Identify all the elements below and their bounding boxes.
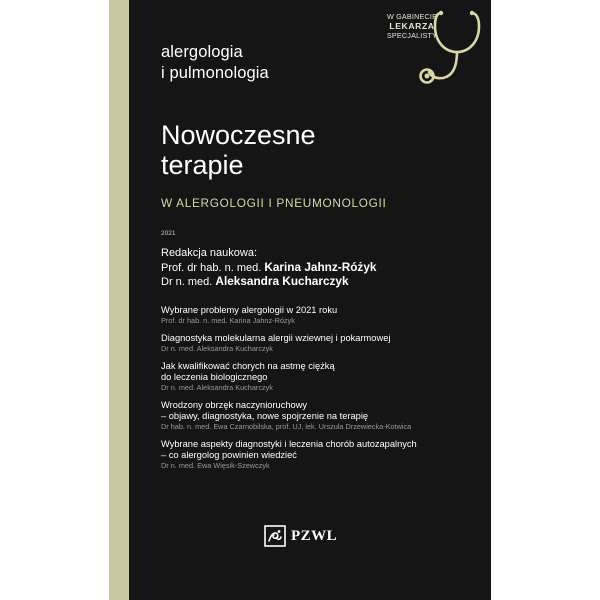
entry-author: Dr n. med. Aleksandra Kucharczyk [161,383,273,392]
publisher-logo [264,524,337,548]
entry-title-continued: – co alergolog powinien wiedzieć [161,450,297,460]
entry-title: Wrodzony obrzęk naczynioruchowy [161,400,308,410]
editor-1-name: Karina Jahnz-Różyk [264,259,377,274]
editor-1-prefix: Prof. dr hab. n. med. [161,261,262,274]
series-title [161,42,269,84]
entry-author: Dr n. med. Ewa Więsik-Szewczyk [161,461,270,470]
title-line-2: terapie [161,150,244,180]
series-badge [379,10,487,90]
contents-entry [161,400,481,431]
cover-spine-band [109,0,129,600]
book-title [161,120,316,180]
edition-year: 2021 [161,230,176,237]
badge-line-1: W GABINECIE [386,12,438,21]
entry-title: Jak kwalifikować chorych na astmę ciężką [161,361,335,371]
entry-title-continued: do leczenia biologicznego [161,372,268,382]
editor-1 [161,261,376,276]
entry-title: Diagnostyka molekularna alergii wziewnej i pokarmowej [161,333,391,343]
badge-line-2: LEKARZA [389,20,435,31]
series-line-2: i pulmonologia [161,64,269,82]
contents-entry [161,333,481,353]
editor-2 [161,275,376,290]
entry-title: Wybrane aspekty diagnostyki i leczenia chorób autozapalnych [161,439,417,449]
entry-author: Dr hab. n. med. Ewa Czarnobilska, prof. UJ, lek. Urszula Drzewiecka-Kotwica [161,422,412,431]
book-subtitle: W ALERGOLOGII I PNEUMONOLOGII [161,196,387,210]
entry-title-continued: – objawy, diagnostyka, nowe spojrzenie na terapię [161,411,369,421]
contents-entry [161,361,481,392]
contents-entry [161,439,481,470]
entry-author: Prof. dr hab. n. med. Karina Jahnz-Różyk [161,316,295,325]
entry-author: Dr n. med. Aleksandra Kucharczyk [161,344,273,353]
publisher-name: PZWL [291,527,338,544]
editor-2-prefix: Dr n. med. [161,276,213,288]
editors-block [161,247,376,290]
publisher-emblem-icon [264,525,286,547]
book-cover [109,0,491,600]
badge-text [379,12,445,41]
title-line-1: Nowoczesne [161,120,316,150]
contents-list [161,305,481,478]
editor-2-name: Aleksandra Kucharczyk [215,274,349,288]
badge-line-3: SPECJALISTY [386,31,438,40]
editors-heading: Redakcja naukowa: [161,247,258,259]
contents-entry [161,305,481,325]
entry-title: Wybrane problemy alergologii w 2021 roku [161,305,338,315]
series-line-1: alergologia [161,43,243,61]
